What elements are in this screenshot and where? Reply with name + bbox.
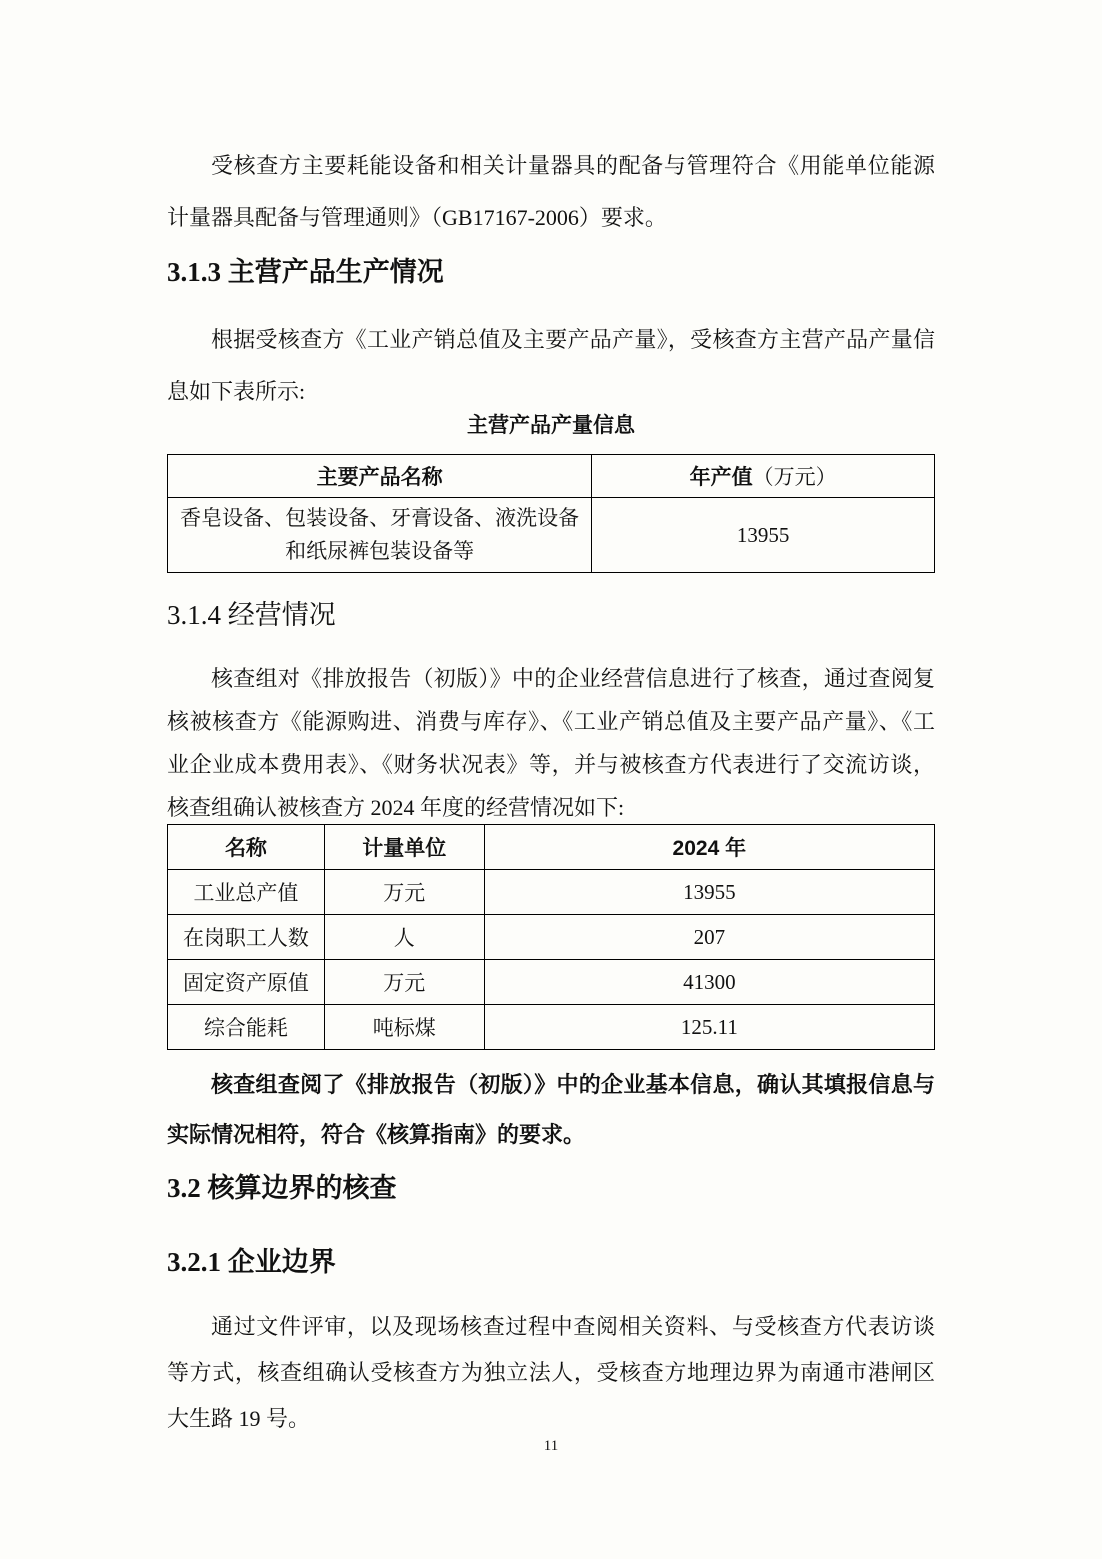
operation-cell-name: 工业总产值 — [168, 870, 325, 915]
operation-cell-unit: 人 — [324, 915, 484, 960]
operation-table-header-unit: 计量单位 — [324, 825, 484, 870]
operation-table-row-staff — [168, 915, 935, 960]
product-table-row — [168, 498, 935, 573]
product-table-cell-product: 香皂设备、包装设备、牙膏设备、液洗设备和纸尿裤包装设备等 — [168, 498, 592, 573]
operation-table-header-name: 名称 — [168, 825, 325, 870]
heading-3-1-4-operations: 3.1.4 经营情况 — [167, 600, 336, 630]
heading-3-1-3-main-products: 3.1.3 主营产品生产情况 — [167, 257, 444, 287]
paragraph-basic-info-confirmation: 核查组查阅了《排放报告（初版）》中的企业基本信息，确认其填报信息与实际情况相符，符合《核算指南》的要求。 — [167, 1072, 935, 1147]
product-table-header-product: 主要产品名称 — [168, 455, 592, 498]
operation-cell-value: 207 — [484, 915, 934, 960]
product-table-header-value-unit: （万元） — [752, 465, 837, 489]
operation-cell-value: 13955 — [484, 870, 934, 915]
paragraph-metering-compliance: 受核查方主要耗能设备和相关计量器具的配备与管理符合《用能单位能源计量器具配备与管理通则》（GB17167-2006）要求。 — [167, 153, 935, 230]
operation-table-header-year: 2024 年 — [484, 825, 934, 870]
operation-table-row-output — [168, 870, 935, 915]
product-table-caption: 主营产品产量信息 — [467, 414, 635, 437]
heading-3-2-accounting-boundary: 3.2 核算边界的核查 — [167, 1173, 397, 1203]
heading-3-2-1-enterprise-boundary: 3.2.1 企业边界 — [167, 1247, 336, 1277]
product-table-header-row — [168, 455, 935, 498]
paragraph-production-intro: 根据受核查方《工业产销总值及主要产品产量》，受核查方主营产品产量信息如下表所示: — [167, 327, 935, 404]
paragraph-operation-review: 核查组对《排放报告（初版）》中的企业经营信息进行了核查，通过查阅复核被核查方《能源购进、消费与库存》、《工业产销总值及主要产品产量》、《工业企业成本费用表》、《财务状况表》等，并与被核查方代表进行了交流访谈，核查组确认被核查方 2024 年度的经营情况如下: — [167, 666, 935, 820]
operation-cell-unit: 万元 — [324, 960, 484, 1005]
operation-cell-name: 在岗职工人数 — [168, 915, 325, 960]
operation-cell-name: 固定资产原值 — [168, 960, 325, 1005]
product-table-header-value-label: 年产值 — [689, 466, 753, 489]
operation-status-table — [167, 824, 935, 1050]
operation-table-header-row — [168, 825, 935, 870]
operation-table-row-assets — [168, 960, 935, 1005]
paragraph-enterprise-boundary: 通过文件评审，以及现场核查过程中查阅相关资料、与受核查方代表访谈等方式，核查组确认受核查方为独立法人，受核查方地理边界为南通市港闸区大生路 19 号。 — [167, 1314, 935, 1431]
operation-cell-name: 综合能耗 — [168, 1005, 325, 1050]
product-table-cell-value: 13955 — [592, 498, 935, 573]
product-output-table — [167, 454, 935, 573]
operation-cell-value: 125.11 — [484, 1005, 934, 1050]
product-table-header-value — [592, 455, 935, 498]
operation-table-row-energy — [168, 1005, 935, 1050]
operation-cell-value: 41300 — [484, 960, 934, 1005]
operation-cell-unit: 吨标煤 — [324, 1005, 484, 1050]
operation-cell-unit: 万元 — [324, 870, 484, 915]
page-number: 11 — [543, 1438, 559, 1454]
